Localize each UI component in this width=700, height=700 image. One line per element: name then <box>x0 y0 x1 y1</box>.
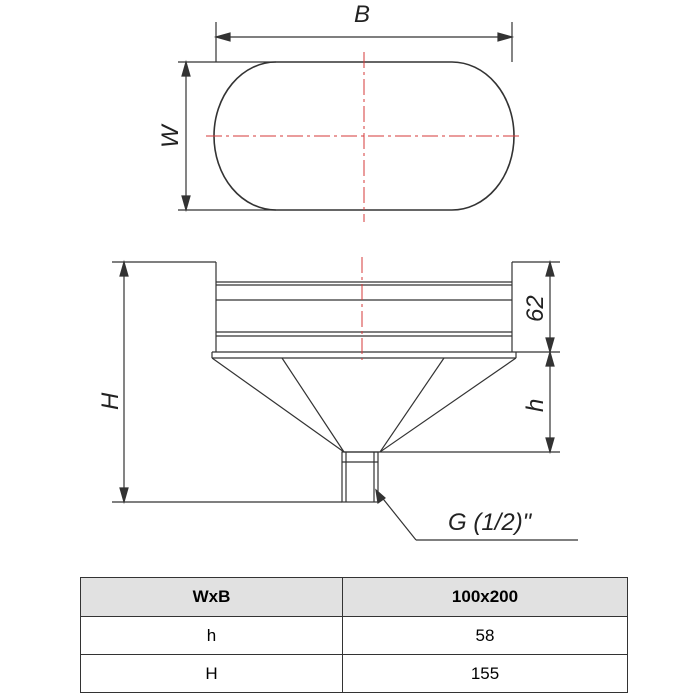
table-header-row <box>81 578 628 617</box>
nipple-fitting <box>342 452 378 502</box>
table-cell: H <box>81 655 343 693</box>
label-b: B <box>354 1 371 28</box>
spec-table <box>80 577 628 693</box>
table-cell: 58 <box>343 617 628 655</box>
table-row <box>81 617 628 655</box>
label-H: H <box>97 392 124 410</box>
label-62: 62 <box>522 295 549 322</box>
table-header-cell: WxB <box>81 578 343 617</box>
cone <box>212 358 516 452</box>
dimension-62-h <box>380 262 560 452</box>
label-g: G (1/2)" <box>448 509 532 536</box>
side-view-body <box>212 262 516 358</box>
label-w: W <box>157 125 184 148</box>
table-cell: h <box>81 617 343 655</box>
table-header-cell: 100x200 <box>343 578 628 617</box>
table-cell: 155 <box>343 655 628 693</box>
dimension-H <box>112 262 342 502</box>
label-h: h <box>522 398 549 412</box>
table-row <box>81 655 628 693</box>
